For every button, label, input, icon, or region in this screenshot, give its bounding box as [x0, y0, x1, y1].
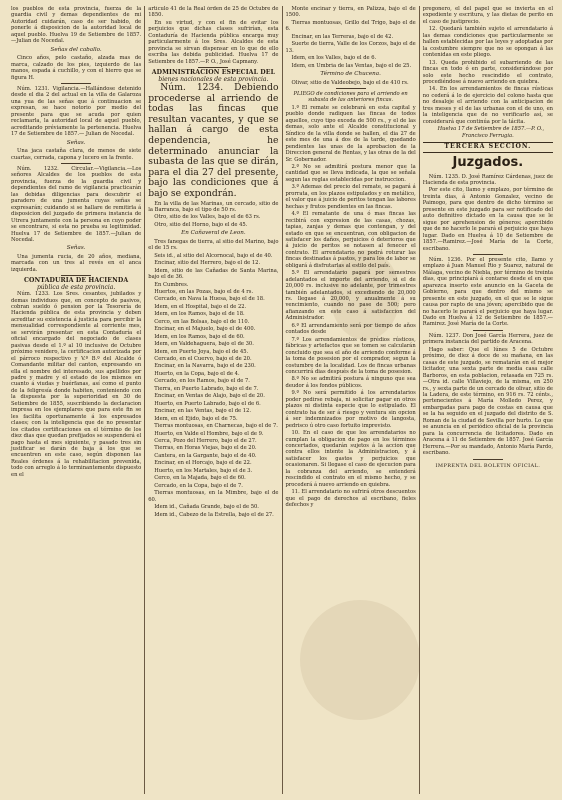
paragraph: Hago saber: Que el lúnes 5 de Octubre próximo, de diez á doce de su mañana, en las casas de este juzgado, se rematarán en el mejor licitador, una sexta parte de media casa calle Barboros, en esta poblacion, retasada en 725 rs.—Otra id. calle Villaviejo, de la misma, en 250 rs., y sexta parte de un cercado de olivar, sitio de la Ladera, de este término, en 916 rs. 72 cénts., pertenecientes á María Molledo Perez, y embargadas para pago de costas en causa que se la ha seguido en el juzgado del distrito de S. Roman de la ciudad de Sevilla por hurto. Lo que se anuncia en el periódico oficial de la provincia para la concurrencia de licitadores. Dado en Aracena á 11 de Setiembre de 1857. José García Herrera.—Por su mandado, Antonio María Pardo, escribano. — [422, 346, 553, 457]
paragraph: Núm. 1236. Por el presente cito, llamo y emplazo á Juan Manuel Rio y Suarez, natural de Málaga, vecino de Niebla, por término de treinta dias, que principiará á contarse desde el en que aparezca inserto este anuncio en la Gaceta de Gobierno, para que dentro del mismo se presente en este juzgado, en el que se le sigue causa por rapto de una jóven; apercibido que de no hacerlo le parará el perjuicio que haya lugar. Dado en Huelva á 12 de Setiembre de 1857.—Ramirez. José María de la Corte. — [422, 256, 553, 328]
list-item: Idem id., Cañada Grande, bajo el de 50. — [154, 504, 259, 511]
list-item: Encinar, sitio del Herrero, bajo el de 12. — [154, 260, 261, 267]
paragraph: Núm. 1231. Vigilancia.—Hallándose detenido desde el dia 2 del actual en la villa de Galaroza una yua de las señas que á continuacion se expresan, se hace notorio por medio del presente para que se acuda por quien reclamarla, la autoridad local de aquel pueblo, acreditando préviamente la pertenencia. Huelva 17 de Setiembre de 1857.— Julian de Nocedal. — [11, 85, 142, 138]
list-item: 1.º El remate se celebrará en esta capital y pueblo donde radiquen las fincas de todos aquellos, cuyo tipo exceda de 500 rs., y el de las demas, solo ante el Alcalde constitucional y Síndico de la villa donde se hallen, el dia 27 de este mes de una á dos de la tarde, quedando pendientes las unas de la aprobacion de la Direccion general de Rentas, y las otras de la del Sr. Gobernador. — [285, 104, 416, 163]
list-item: 7.º Los arrendamientos de prédios rústicos, fábricas y artefactos que se tomen se calcularán concluido que sea el año de arriendo conforme á la toma de posesion por el comprador, segun la costumbre de la localidad. Los de fincas urbanas concurrirá dias después de la toma de posesion. — [285, 336, 416, 376]
list-item: Idem, en los Valles, bajo el de 6. — [291, 55, 377, 62]
section-title: Señas. — [66, 139, 86, 146]
list-item: Idem, en los Ramos, bajo el de 60. — [154, 333, 245, 340]
paragraph: Cinco años, pelo castaño, alzada mas de marca, calzado de los pies, izquierdo de las manos, espada á cuchillo, y con el hierro que se figura H. — [11, 55, 142, 81]
list-item: 6.º El arrendamiento será por tiempo de años contados desde — [285, 322, 416, 336]
section-rule — [423, 152, 553, 153]
paragraph: 13. Queda prohibido el subarriendo de las fincas en todo ó en parte, considerándose por solo este hecho rescindido el contrato, procediéndose á nuevo arriendo en quiebra. — [422, 59, 553, 85]
list-item: Otro, sitio de los Valles, bajo el de 63 rs. — [154, 214, 261, 221]
list-item: Idem, en los Ramos, bajo el de 18. — [154, 311, 245, 318]
list-item: Seis id., al sitio del Alcornocal, bajo el de 40. — [154, 252, 273, 259]
list-item: Tres fanegas de tierra, al sitio del Marino, bajo el de 15 rs. — [148, 238, 279, 252]
paragraph: Una jaca castaña clara, de menos de siete cuartas, cerrada, capona y lucero en la frente. — [11, 148, 142, 161]
conditions-list — [286, 105, 416, 509]
list-item: 9.º No será permitido á los arrendatarios poder pedirse rebaja, ni solicitar pagar en otros plazos ni distinta especie que lo estipulado. El contrato ha de ser á riesgo y ventura sin opcion á ser indemnizados por motivo de langosta, pedrisco ú otro caso fortuito imprevisto. — [285, 390, 416, 429]
section-heading: ADMINISTRACION ESPECIAL DEL — [151, 69, 276, 77]
divider — [473, 459, 503, 460]
list-item: Cerca, Pozo del Herrero, bajo el de 27. — [154, 438, 257, 445]
list-item: Monte encinar y tierra, en Palizza, bajo el de 1500. — [285, 6, 416, 19]
section-heading: TERCERA SECCION. — [444, 143, 532, 151]
section-subheading: pública de esta provincia. — [36, 283, 116, 291]
list-item: Cercado, en la Copa, bajo el de 7. — [154, 482, 243, 489]
list-item: Huerto, en Puerto Labrado, bajo el de 6. — [154, 400, 261, 407]
list-item: En la villa de las Marinas, un cercado, sitio de la Barranca, bajo el tipo de 50 rs. — [148, 200, 279, 213]
list-item: 5.º El arrendatario pagará por semestres adelantados el importe del arriendo, si el de 20,000 rs. inclusive no adelante, por trimestres también adelantados, si excediendo de 20,000 rs. llegase á 20,000, y anualmente á su vencimiento, cuando no pase de 500; pero afianzando en este caso á satisfaccion del Administrador. — [285, 270, 416, 322]
list-item: Encinar, en Ventas de Alajo, bajo el de 20. — [154, 393, 265, 400]
paragraph: Núm. 1232. Circular.—Vigilancia.—Los señores Alcaldes de los pueblos de esta provincia, fuerza de la guardia civil y dependientes del ramo de vigilancia practicarán las debidas diligencias para descubrir el paradero de una jumenta cuyas señas se expresarán; cuidando si se hallare de remitirla á disposicion del juzgado de primera instancia de Utrera juntamente con la persona en cuyo poder se encontrare, si esta no prueba su legitimidad. Huelva 17 de Setiembre de 1857.—Julian de Nocedal. — [11, 165, 142, 243]
list-item: Otro, sitio del Horno, bajo el de 45. — [154, 221, 248, 228]
section-heading: CONTADURIA DE HACIENDA — [24, 277, 129, 285]
list-item: Cercado, en Nava la Huesa, bajo el de 18. — [154, 296, 265, 303]
paragraph: Olivar, sitio de Valdeobejo, bajo el de 410 rs. — [291, 79, 409, 86]
list-item: Encinar, en el Majuelo, bajo el de 400. — [154, 326, 256, 333]
column-1 — [8, 6, 144, 794]
list-item: 2.º No se admitirá postura menor que la cantidad que se lleva indicada, la que se señala segun las reglas establecidas por instruccion. — [285, 163, 416, 183]
property-list — [286, 6, 416, 69]
property-list — [148, 239, 278, 518]
section-title: En Cañaveral de Leon. — [181, 230, 246, 237]
list-item: 3.º Ademas del precio del remate, se pagará á prorrata, en los plazos estipulados y en metálico, el valor que á juicio de peritos tengan las labores hechas y frutos pendientes en las fincas. — [285, 184, 416, 210]
paragraph: Por este cito, llamo y emplazo, por término de treinta dias, á Antonio Gonzalez, vecino de Paimogo, para que dentro de dicho término se presente en este juzgado para ser notificado del auto definitivo dictado en la causa que se le sigue por aprehension de géneros; apercibido que de no hacerlo le parará el perjuicio que haya lugar. Dado en Huelva á 10 de Setiembre de 1857.—Ramirez.—José María de la Corte, escribano. — [422, 187, 553, 252]
columns — [8, 6, 556, 794]
list-item: Encinar, en las Terreras, bajo el de 42. — [291, 33, 394, 40]
juzgados-heading: Juzgados. — [452, 154, 524, 170]
list-item: 11. El arrendatario no sufrirá otros descuentos que el pago de derechos al escribano, fieles defechos y — [285, 489, 416, 509]
list-item: Cerco, en la Majada, bajo el de 60. — [154, 475, 246, 482]
list-item: Tierras montuosas, en Charnecas, bajo el de 7. — [154, 423, 278, 430]
paragraph: Núm. 1235. D. José Ramírez Cárdenas, juez de Hacienda de esta provincia. — [422, 173, 553, 186]
list-item: Cerco, en las Bolsas, bajo el de 110. — [154, 318, 250, 325]
list-item: Idem, en Valdehaguera, bajo el de 30. — [154, 341, 254, 348]
paragraph: En su virtud, y con el fin de evitar los perjuicios que dichas clases sufrirían, esta Contaduría de Hacienda pública encarga muy particularmente á los Sres. Alcaldes de esta provincia se sirvan dispensar en lo que de ello escriba las debida publicidad. Huelva 17 de Setiembre de 1857.—P. O., José Capmany. — [148, 19, 279, 65]
printer-imprint: IMPRENTA DEL BOLETIN OFICIAL. — [435, 462, 541, 469]
list-item: Huerto, en Valde el Hombre, bajo el de 9. — [154, 430, 264, 437]
section-title: Señas del caballo. — [50, 46, 102, 53]
list-item: Huertos, en las Pozas, bajo el de 4 rs. — [154, 288, 254, 295]
list-item: Encinar, en las Ventas, bajo el de 12. — [154, 408, 251, 415]
list-item: Huerto, en la Copa, bajo el de 4. — [154, 370, 240, 377]
column-3 — [283, 6, 419, 794]
list-item: 4.º El rematante de una ó mas fincas las recibirá con expresion de las casas, chozas, tapias, zanjas y demas que contengan, y del estado en que se encuentran, con obligacion de satisfacer los daños, perjuicios ó deterioros que á juicio de peritos se notasen al fenecer el contrato. El arrendatario no podrá roturar las fincas destinadas á pastos, y para los de labor se obligará á disfrutarlas al estilo del país. — [285, 211, 416, 269]
pliego-title: PLIEGO de condiciones para el arriendo en subasta de las anteriores fincas. — [293, 90, 408, 104]
section-title: Señas. — [66, 245, 86, 252]
column-2 — [145, 6, 281, 794]
list-item: Tierra, en Puerto Labrado, bajo el de 7. — [154, 385, 259, 392]
list-item: Cantera, en la Gargante, bajo el de 40. — [154, 452, 257, 459]
divider — [336, 88, 366, 89]
paragraph: Núm. 1233. Los Sres. cesantes, jubilados y demas individuos que, en concepto de pasivos, cobran sueldo ó pension por la Tesorería de Hacienda pública de esta provincia y deben acreditar su existencia á justicia para percibir la mensualidad correspondiente al corriente mes, se servirán presentar en esta Contaduría el oficial encargado del negociado de clases pasivas desde el 1.º al 10 inclusive de Octubre próximo venidero, la certificacion autorizada por el párroco respectivo y V.º B.º del Alcalde ó Comandante militar del canton, expresando en ella el nombre del interesado, sus apellidos por padre y madre y el estado de los mismos en cuanto á viudas y huérfanas, así como el punto de la feligresía donde habiten, conteniendo con la dispuesta por la superioridad en 30 de Setiembre de 1855, suscribiendo la declaracion impresa en los ejemplares que para este fin se les facilita oportunamente á los expresados clases; con la inteligencia que de no presentar los citados certificaciones en el término de los diez dias que quedan prefijados se suspenderá el pago hasta el mes siguiente, y pasado tres sin justificar se darán de baja á los que se encuentren en este caso, según disponen las Reales órdenes á la rehabilitacion prevenida, todo con arreglo á lo terminantemente dispuesto en el — [11, 291, 142, 478]
paragraph: Núm. 1237. Don José García Herrera, juez de primera instancia del partido de Aracena. — [422, 332, 553, 346]
list-item: Idem, en Puerto Joya, bajo el de 45. — [154, 348, 249, 355]
list-item: En Cumbres. — [154, 281, 189, 288]
large-notice — [148, 83, 278, 200]
divider — [473, 254, 503, 255]
paragraph: 12. Quedará también sujeto el arrendatario á las demas condiciones que particularmente se hallen establecidas por las leyes y adoptadas por la costumbre siempre que no se opongan á las contenidas en este pliego. — [422, 26, 553, 59]
list-item: Tierras montuosas, Grillo del Trigo, bajo el de 6. — [285, 19, 416, 33]
list-item: 8.º No se admitirá postura á ninguno que sea deudor á los fondos públicos. — [285, 376, 416, 389]
divider — [61, 83, 91, 84]
list-item: Tierras, en Horas Viejas, bajo el de 20. — [154, 445, 257, 452]
list-item: Tierras montuosas, en la Mimbre, bajo el de 60. — [148, 490, 279, 503]
list-item: Cercado, en los Ramos, bajo el de 7. — [154, 378, 250, 385]
list-item: Encinar, en el Horcajo, bajo el de 22. — [154, 460, 252, 467]
paragraph: pregonero, el del papel que se invierta en el expediente y escritura, y las dietas de perito en el caso de justiprecio. — [422, 6, 553, 25]
paragraph: artículo 41 de la Real órden de 25 de Octubre de 1850. — [148, 6, 279, 19]
divider — [473, 330, 503, 331]
list-item: 10. En el caso de que los arrendatarios no cumplan la obligacion de pago en los términos concertados, quedarán sujetos á la accion que contra ellos intente la Administracion, y á satisfacer los gastos y perjuicios que ocasionaren. Si llegase el caso de ejecucion para la cobranza del arriendo, se entenderá rescindido el contrato en el mismo hecho, y se procederá á nuevo arriendo en quiebra. — [285, 430, 416, 488]
paragraph: Una jumenta rucia, de 20 años, mediana, marcada con un tres al revés en el anca izquierda. — [11, 253, 142, 273]
paragraph: los pueblos de esta provincia, fuerza de la guardia civil y demas dependientes de mi Autoridad cuidarán, caso de ser habido, de ponerle á disposicion de la autoridad local de aquel pueblo. Huelva 19 de Setiembre de 1857.—Julian de Nocedal. — [11, 6, 142, 45]
list-item: Idem, en Umbria de las Ventas, bajo el de 25. — [291, 62, 412, 69]
section-subheading: bienes nacionales de esta provincia. — [158, 75, 269, 83]
column-4 — [420, 6, 556, 794]
divider — [61, 163, 91, 164]
section-title: Término de Chucena. — [320, 71, 381, 78]
divider — [61, 275, 91, 276]
list-item: Huerto, en los Martales, bajo el de 3. — [154, 467, 253, 474]
list-item: Suerte de tierra, Valle de los Corzos, bajo el de 13. — [285, 41, 416, 54]
paragraph: Núm. 1234. Debiendo procederse al arriendo de todas las fincas que resultan vacantes, y que se hallan á cargo de esta dependencia, he determinado anunciar la subasta de las que se dirán, para el dia 27 del presente, bajo las condiciones que á bajo se expondrán. — [148, 81, 279, 199]
list-item: Idem, sitio de las Cañadas de Santa Marina, bajo el de 36. — [148, 267, 279, 281]
list-item: Cercado, en el Cuervo, bajo el de 20. — [154, 356, 252, 363]
signature-line: Huelva 17 de Setiembre de 1857.—P. O., Francisco Ferrugia. — [437, 126, 545, 139]
list-item: Idem, en el Hospital, bajo el de 22. — [154, 303, 247, 310]
paragraph: 14. En los arrendamientos de fincas rústicas no cederá á lo de ejercicio del colono hasta que no desaloje el arriendo con la anticipacion de tres meses y el de las urbanas con el de uno, en la inteligencia que de no verificarlo así, se considerará que continúa por la tácita. — [422, 86, 553, 125]
list-item: Encinar, en la Navarra, bajo el de 230. — [154, 363, 256, 370]
divider — [198, 67, 228, 68]
list-item: Idem, en el Ejido, bajo el de 75. — [154, 415, 238, 422]
list-item: Idem id., Cabezo de la Estrella, bajo el de 27. — [154, 511, 274, 518]
